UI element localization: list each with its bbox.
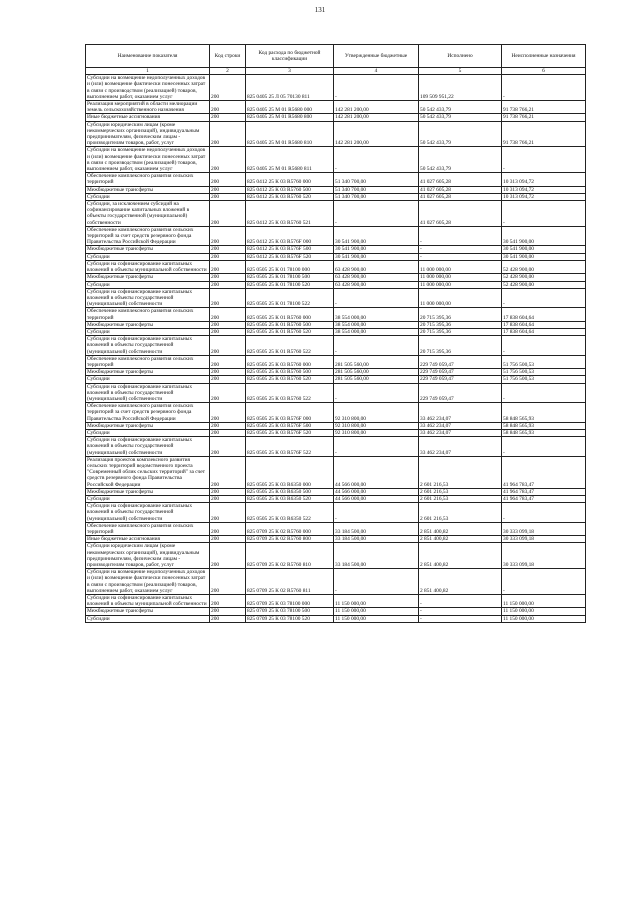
row-unexecuted: 30 333 099,18 — [502, 543, 586, 569]
row-name: Субсидии на возмещение недополученных доходов и (или) возмещение фактически понесенных затрат в связи с производством (реализацией) товаров, выполнением работ, оказанием услуг — [86, 569, 210, 595]
row-name: Субсидии на софинансирование капитальных вложений в объекты государственной (муниципальной) собственности — [86, 288, 210, 308]
row-line-code: 200 — [210, 403, 246, 423]
row-executed: 20 715 395,36 — [419, 308, 502, 321]
row-unexecuted: 30 541 900,00 — [502, 226, 586, 246]
row-kbk: 825 0405 25 М 01 R5680 810 — [246, 121, 334, 147]
row-unexecuted: - — [502, 201, 586, 227]
row-unexecuted: - — [502, 383, 586, 403]
row-line-code: 200 — [210, 253, 246, 260]
row-name: Субсидии — [86, 496, 210, 503]
table-row — [86, 226, 586, 246]
row-line-code: 200 — [210, 522, 246, 535]
row-line-code: 200 — [210, 281, 246, 288]
table-row — [86, 336, 586, 356]
row-executed: 2 851 400,82 — [419, 522, 502, 535]
row-approved: 92 310 800,00 — [334, 422, 419, 429]
row-unexecuted: 58 848 565,93 — [502, 403, 586, 423]
row-name: Субсидии — [86, 281, 210, 288]
row-approved: - — [334, 75, 419, 101]
row-kbk: 825 0709 25 К 02 R5760 810 — [246, 543, 334, 569]
row-kbk: 825 0505 25 К 01 78100 500 — [246, 274, 334, 281]
row-unexecuted: 41 964 783,47 — [502, 496, 586, 503]
row-unexecuted: 10 313 094,72 — [502, 173, 586, 186]
row-name: Межбюджетные трансферты — [86, 186, 210, 193]
row-kbk: 825 0505 25 К 01 78100 520 — [246, 281, 334, 288]
row-approved: 33 184 500,00 — [334, 522, 419, 535]
row-line-code: 200 — [210, 246, 246, 253]
row-name: Субсидии юридическим лицам (кроме некоммерческих организаций), индивидуальным предпринимателям, физическим лицам - производителям товаров, работ, услуг — [86, 121, 210, 147]
row-unexecuted: 91 738 766,21 — [502, 101, 586, 114]
table-row — [86, 522, 586, 535]
row-line-code: 200 — [210, 274, 246, 281]
table-row — [86, 456, 586, 488]
row-unexecuted: 17 838 604,64 — [502, 308, 586, 321]
row-approved: 281 505 560,00 — [334, 376, 419, 383]
row-name: Межбюджетные трансферты — [86, 369, 210, 376]
row-kbk: 825 0505 25 К 03 R6350 520 — [246, 496, 334, 503]
table-row — [86, 193, 586, 200]
row-name: Межбюджетные трансферты — [86, 321, 210, 328]
row-line-code: 200 — [210, 369, 246, 376]
row-executed: 20 715 395,36 — [419, 321, 502, 328]
row-line-code: 200 — [210, 75, 246, 101]
table-row — [86, 321, 586, 328]
row-unexecuted: 30 333 099,18 — [502, 522, 586, 535]
row-kbk: 825 0709 25 К 02 R5760 811 — [246, 569, 334, 595]
row-line-code: 200 — [210, 437, 246, 457]
table-row — [86, 246, 586, 253]
table-row — [86, 260, 586, 273]
row-line-code: 200 — [210, 536, 246, 543]
row-kbk: 825 0709 25 К 03 78100 000 — [246, 595, 334, 608]
row-approved: 142 281 200,00 — [334, 114, 419, 121]
row-name: Субсидии на возмещение недополученных доходов и (или) возмещение фактически понесенных затрат в связи с производством (реализацией) товаров, выполнением работ, оказанием услуг — [86, 75, 210, 101]
row-line-code: 200 — [210, 328, 246, 335]
row-executed: 2 601 216,53 — [419, 496, 502, 503]
row-line-code: 200 — [210, 429, 246, 436]
row-name: Обеспечение комплексного развития сельских территорий — [86, 308, 210, 321]
row-approved: 51 340 700,00 — [334, 193, 419, 200]
row-approved: - — [334, 288, 419, 308]
row-unexecuted: 58 848 565,93 — [502, 422, 586, 429]
row-kbk: 825 0405 25 Л 05 70130 811 — [246, 75, 334, 101]
table-row — [86, 569, 586, 595]
table-row — [86, 328, 586, 335]
row-approved: 51 340 700,00 — [334, 173, 419, 186]
row-approved: 44 566 000,00 — [334, 496, 419, 503]
row-name: Субсидии — [86, 193, 210, 200]
table-row — [86, 355, 586, 368]
row-unexecuted: 11 150 000,00 — [502, 615, 586, 622]
table-row — [86, 488, 586, 495]
row-line-code: 200 — [210, 615, 246, 622]
table-row — [86, 308, 586, 321]
row-kbk: 825 0412 25 К 03 R576F 520 — [246, 253, 334, 260]
row-executed: 33 462 234,07 — [419, 403, 502, 423]
row-kbk: 825 0505 25 К 03 R5760 522 — [246, 383, 334, 403]
row-approved: 281 505 560,00 — [334, 355, 419, 368]
row-approved: 281 505 560,00 — [334, 369, 419, 376]
row-executed: 229 749 059,47 — [419, 369, 502, 376]
row-line-code: 200 — [210, 114, 246, 121]
row-line-code: 200 — [210, 147, 246, 173]
table-row — [86, 173, 586, 186]
row-executed: 50 542 433,79 — [419, 147, 502, 173]
row-line-code: 200 — [210, 101, 246, 114]
row-approved: 92 310 800,00 — [334, 403, 419, 423]
row-approved: 44 566 000,00 — [334, 456, 419, 488]
row-kbk: 825 0412 25 К 03 R576F 500 — [246, 246, 334, 253]
row-executed: - — [419, 595, 502, 608]
row-approved: 11 150 000,00 — [334, 595, 419, 608]
row-approved: 30 541 900,00 — [334, 253, 419, 260]
row-name: Субсидии на софинансирование капитальных вложений в объекты муниципальной собственности — [86, 595, 210, 608]
row-executed: - — [419, 253, 502, 260]
row-kbk: 825 0505 25 К 01 R5760 520 — [246, 328, 334, 335]
col-header-approved: Утвержденные бюджетные — [334, 45, 419, 68]
row-line-code: 200 — [210, 201, 246, 227]
col-number: 3 — [246, 68, 334, 75]
row-executed: 229 749 059,47 — [419, 376, 502, 383]
row-line-code: 200 — [210, 422, 246, 429]
row-executed: - — [419, 246, 502, 253]
table-row — [86, 101, 586, 114]
row-name: Обеспечение комплексного развития сельских территорий — [86, 173, 210, 186]
row-executed: 50 542 433,79 — [419, 121, 502, 147]
row-executed: - — [419, 615, 502, 622]
col-header-line-code: Код строки — [210, 45, 246, 68]
row-approved: 33 184 500,00 — [334, 543, 419, 569]
row-name: Межбюджетные трансферты — [86, 274, 210, 281]
row-approved: 11 150 000,00 — [334, 615, 419, 622]
row-executed: 20 715 395,36 — [419, 336, 502, 356]
row-unexecuted: - — [502, 288, 586, 308]
row-kbk: 825 0405 25 М 01 R5680 000 — [246, 101, 334, 114]
row-line-code: 200 — [210, 456, 246, 488]
row-kbk: 825 0505 25 К 03 R5760 520 — [246, 376, 334, 383]
row-line-code: 200 — [210, 496, 246, 503]
table-row — [86, 437, 586, 457]
row-executed: 2 851 400,82 — [419, 543, 502, 569]
row-executed: 41 027 605,28 — [419, 186, 502, 193]
row-kbk: 825 0412 25 К 03 R5760 520 — [246, 193, 334, 200]
table-row — [86, 201, 586, 227]
row-name: Межбюджетные трансферты — [86, 246, 210, 253]
row-name: Субсидии на софинансирование капитальных вложений в объекты государственной (муниципальной) собственности — [86, 503, 210, 523]
budget-execution-table — [85, 44, 586, 623]
row-name: Реализация мероприятий в области мелиорации земель сельскохозяйственного назначения — [86, 101, 210, 114]
row-approved: 38 554 000,00 — [334, 328, 419, 335]
row-executed: 11 000 000,00 — [419, 281, 502, 288]
table-row — [86, 503, 586, 523]
row-name: Обеспечение комплексного развития сельских территорий за счет средств резервного фонда Правительства Российской Федерации — [86, 403, 210, 423]
row-kbk: 825 0412 25 К 03 R5760 521 — [246, 201, 334, 227]
row-kbk: 825 0412 25 К 03 R576F 000 — [246, 226, 334, 246]
table-row — [86, 615, 586, 622]
row-approved: - — [334, 569, 419, 595]
row-line-code: 200 — [210, 186, 246, 193]
row-approved: 142 281 200,00 — [334, 101, 419, 114]
row-kbk: 825 0709 25 К 03 78100 500 — [246, 608, 334, 615]
row-kbk: 825 0505 25 К 03 R5760 500 — [246, 369, 334, 376]
row-unexecuted: 11 150 000,00 — [502, 608, 586, 615]
row-approved: - — [334, 383, 419, 403]
table-row — [86, 595, 586, 608]
row-name: Реализация проектов комплексного развития сельских территорий ведомственного проекта "Современный облик сельских территорий" за счет средств резервного фонда Правительства Российской Федерации — [86, 456, 210, 488]
row-approved: 63 428 900,00 — [334, 281, 419, 288]
row-kbk: 825 0405 25 М 01 R5680 811 — [246, 147, 334, 173]
row-executed: - — [419, 608, 502, 615]
col-number: 5 — [419, 68, 502, 75]
row-line-code: 200 — [210, 260, 246, 273]
row-unexecuted: - — [502, 437, 586, 457]
row-approved: - — [334, 336, 419, 356]
table-row — [86, 429, 586, 436]
row-approved: 44 566 000,00 — [334, 488, 419, 495]
row-unexecuted: 91 738 766,21 — [502, 114, 586, 121]
table-row — [86, 422, 586, 429]
row-line-code: 200 — [210, 321, 246, 328]
row-executed: 2 851 400,82 — [419, 569, 502, 595]
row-kbk: 825 0505 25 К 01 78100 000 — [246, 260, 334, 273]
row-name: Субсидии — [86, 615, 210, 622]
row-unexecuted: 58 848 565,93 — [502, 429, 586, 436]
table-body — [86, 75, 586, 623]
row-line-code: 200 — [210, 376, 246, 383]
row-line-code: 200 — [210, 503, 246, 523]
row-unexecuted: - — [502, 75, 586, 101]
row-approved: - — [334, 437, 419, 457]
row-approved: - — [334, 201, 419, 227]
row-approved: 38 554 000,00 — [334, 308, 419, 321]
row-name: Иные бюджетные ассигнования — [86, 536, 210, 543]
row-executed: - — [419, 226, 502, 246]
row-kbk: 825 0505 25 К 03 R5760 000 — [246, 355, 334, 368]
row-unexecuted: 30 541 900,00 — [502, 253, 586, 260]
row-unexecuted: 51 756 500,53 — [502, 376, 586, 383]
table-row — [86, 114, 586, 121]
row-unexecuted: - — [502, 147, 586, 173]
row-kbk: 825 0505 25 К 03 R6350 500 — [246, 488, 334, 495]
table-row — [86, 288, 586, 308]
row-name: Субсидии, за исключением субсидий на софинансирование капитальных вложений в объекты государственной (муниципальной) собственности — [86, 201, 210, 227]
table-row — [86, 383, 586, 403]
row-executed: 33 462 234,07 — [419, 422, 502, 429]
row-line-code: 200 — [210, 173, 246, 186]
row-name: Субсидии — [86, 253, 210, 260]
row-executed: 41 027 605,28 — [419, 173, 502, 186]
row-executed: 2 601 216,53 — [419, 503, 502, 523]
row-line-code: 200 — [210, 226, 246, 246]
row-kbk: 825 0709 25 К 02 R5760 000 — [246, 522, 334, 535]
row-kbk: 825 0505 25 К 03 R6350 000 — [246, 456, 334, 488]
col-header-unexecuted: Неисполненные назначения — [502, 45, 586, 68]
row-name: Субсидии на софинансирование капитальных вложений в объекты государственной (муниципальной) собственности — [86, 336, 210, 356]
row-name: Межбюджетные трансферты — [86, 422, 210, 429]
row-approved: - — [334, 503, 419, 523]
row-name: Субсидии на софинансирование капитальных вложений в объекты государственной (муниципальной) собственности — [86, 383, 210, 403]
row-kbk: 825 0709 25 К 03 78100 520 — [246, 615, 334, 622]
row-approved: 30 541 900,00 — [334, 246, 419, 253]
row-executed: 33 462 234,07 — [419, 429, 502, 436]
row-name: Обеспечение комплексного развития сельских территорий — [86, 355, 210, 368]
row-unexecuted: 52 428 900,00 — [502, 281, 586, 288]
row-name: Субсидии на возмещение недополученных доходов и (или) возмещение фактически понесенных затрат в связи с производством (реализацией) товаров, выполнением работ, оказанием услуг — [86, 147, 210, 173]
row-line-code: 200 — [210, 193, 246, 200]
row-approved: 33 184 500,00 — [334, 536, 419, 543]
column-number-row — [86, 68, 586, 75]
row-unexecuted: 30 333 099,18 — [502, 536, 586, 543]
table-row — [86, 536, 586, 543]
row-executed: 2 601 216,53 — [419, 456, 502, 488]
page-number: 131 — [314, 6, 326, 14]
header-row — [86, 45, 586, 68]
row-executed: 41 027 605,28 — [419, 201, 502, 227]
row-kbk: 825 0505 25 К 03 R576F 520 — [246, 429, 334, 436]
row-unexecuted: - — [502, 336, 586, 356]
row-unexecuted: - — [502, 569, 586, 595]
row-approved: 63 428 900,00 — [334, 260, 419, 273]
row-line-code: 200 — [210, 488, 246, 495]
row-name: Субсидии на софинансирование капитальных вложений в объекты государственной (муниципальной) собственности — [86, 437, 210, 457]
col-number: 4 — [334, 68, 419, 75]
row-unexecuted: 91 738 766,21 — [502, 121, 586, 147]
row-name: Обеспечение комплексного развития сельских территорий за счет средств резервного фонда Правительства Российской Федерации — [86, 226, 210, 246]
col-number: 1 — [86, 68, 210, 75]
row-line-code: 200 — [210, 121, 246, 147]
row-unexecuted: 52 428 900,00 — [502, 274, 586, 281]
row-approved: 11 150 000,00 — [334, 608, 419, 615]
row-approved: 30 541 900,00 — [334, 226, 419, 246]
col-number: 2 — [210, 68, 246, 75]
col-header-name: Наименование показателя — [86, 45, 210, 68]
table-row — [86, 186, 586, 193]
row-executed: 11 000 000,00 — [419, 274, 502, 281]
row-approved: 142 281 200,00 — [334, 121, 419, 147]
row-kbk: 825 0505 25 К 01 R5760 000 — [246, 308, 334, 321]
row-kbk: 825 0505 25 К 03 R576F 522 — [246, 437, 334, 457]
row-unexecuted: 10 313 094,72 — [502, 193, 586, 200]
row-unexecuted: 41 964 783,47 — [502, 488, 586, 495]
row-name: Обеспечение комплексного развития сельских территорий — [86, 522, 210, 535]
row-name: Субсидии — [86, 328, 210, 335]
table-row — [86, 376, 586, 383]
row-executed: 2 851 400,82 — [419, 536, 502, 543]
row-unexecuted: 30 541 900,00 — [502, 246, 586, 253]
row-unexecuted: 52 428 900,00 — [502, 260, 586, 273]
row-kbk: 825 0505 25 К 03 R576F 000 — [246, 403, 334, 423]
row-name: Иные бюджетные ассигнования — [86, 114, 210, 121]
row-unexecuted: 17 838 604,64 — [502, 328, 586, 335]
row-approved: 63 428 900,00 — [334, 274, 419, 281]
row-unexecuted: 41 964 783,47 — [502, 456, 586, 488]
row-kbk: 825 0405 25 М 01 R5680 800 — [246, 114, 334, 121]
row-unexecuted: 51 756 500,53 — [502, 355, 586, 368]
row-unexecuted: - — [502, 503, 586, 523]
row-kbk: 825 0412 25 К 03 R5760 500 — [246, 186, 334, 193]
table-row — [86, 147, 586, 173]
row-executed: 33 462 234,07 — [419, 437, 502, 457]
col-header-executed: Исполнено — [419, 45, 502, 68]
row-unexecuted: 17 838 604,64 — [502, 321, 586, 328]
row-approved: 38 554 000,00 — [334, 321, 419, 328]
table-row — [86, 75, 586, 101]
row-kbk: 825 0505 25 К 03 R6350 522 — [246, 503, 334, 523]
row-name: Межбюджетные трансферты — [86, 608, 210, 615]
row-kbk: 825 0505 25 К 01 R5760 500 — [246, 321, 334, 328]
row-line-code: 200 — [210, 569, 246, 595]
row-executed: 11 000 000,00 — [419, 260, 502, 273]
row-line-code: 200 — [210, 383, 246, 403]
row-line-code: 200 — [210, 288, 246, 308]
row-approved: 92 310 800,00 — [334, 429, 419, 436]
row-kbk: 825 0412 25 К 03 R5760 000 — [246, 173, 334, 186]
table-row — [86, 403, 586, 423]
row-line-code: 200 — [210, 355, 246, 368]
row-line-code: 200 — [210, 595, 246, 608]
col-header-kbk: Код расхода по бюджетной классификации — [246, 45, 334, 68]
row-unexecuted: 10 313 094,72 — [502, 186, 586, 193]
table-row — [86, 121, 586, 147]
row-executed: 50 542 433,79 — [419, 101, 502, 114]
table-row — [86, 369, 586, 376]
row-unexecuted: 11 150 000,00 — [502, 595, 586, 608]
row-name: Субсидии — [86, 429, 210, 436]
row-line-code: 200 — [210, 308, 246, 321]
table-row — [86, 274, 586, 281]
row-name: Субсидии на софинансирование капитальных вложений в объекты муниципальной собственности — [86, 260, 210, 273]
row-executed: 2 601 216,53 — [419, 488, 502, 495]
row-executed: 229 749 059,47 — [419, 355, 502, 368]
row-line-code: 200 — [210, 608, 246, 615]
row-executed: 109 509 951,22 — [419, 75, 502, 101]
row-kbk: 825 0709 25 К 02 R5760 800 — [246, 536, 334, 543]
row-name: Субсидии юридическим лицам (кроме некоммерческих организаций), индивидуальным предпринимателям, физическим лицам - производителям товаров, работ, услуг — [86, 543, 210, 569]
row-approved: - — [334, 147, 419, 173]
row-name: Межбюджетные трансферты — [86, 488, 210, 495]
table-row — [86, 608, 586, 615]
row-kbk: 825 0505 25 К 01 R5760 522 — [246, 336, 334, 356]
row-name: Субсидии — [86, 376, 210, 383]
row-executed: 41 027 605,28 — [419, 193, 502, 200]
row-approved: 51 340 700,00 — [334, 186, 419, 193]
table-row — [86, 543, 586, 569]
row-executed: 50 542 433,79 — [419, 114, 502, 121]
table-row — [86, 281, 586, 288]
row-kbk: 825 0505 25 К 03 R576F 500 — [246, 422, 334, 429]
row-kbk: 825 0505 25 К 01 78100 522 — [246, 288, 334, 308]
row-line-code: 200 — [210, 543, 246, 569]
row-executed: 229 749 059,47 — [419, 383, 502, 403]
row-executed: 20 715 395,36 — [419, 328, 502, 335]
table-row — [86, 496, 586, 503]
row-executed: 11 000 000,00 — [419, 288, 502, 308]
row-unexecuted: 51 756 500,53 — [502, 369, 586, 376]
table-row — [86, 253, 586, 260]
row-line-code: 200 — [210, 336, 246, 356]
col-number: 6 — [502, 68, 586, 75]
